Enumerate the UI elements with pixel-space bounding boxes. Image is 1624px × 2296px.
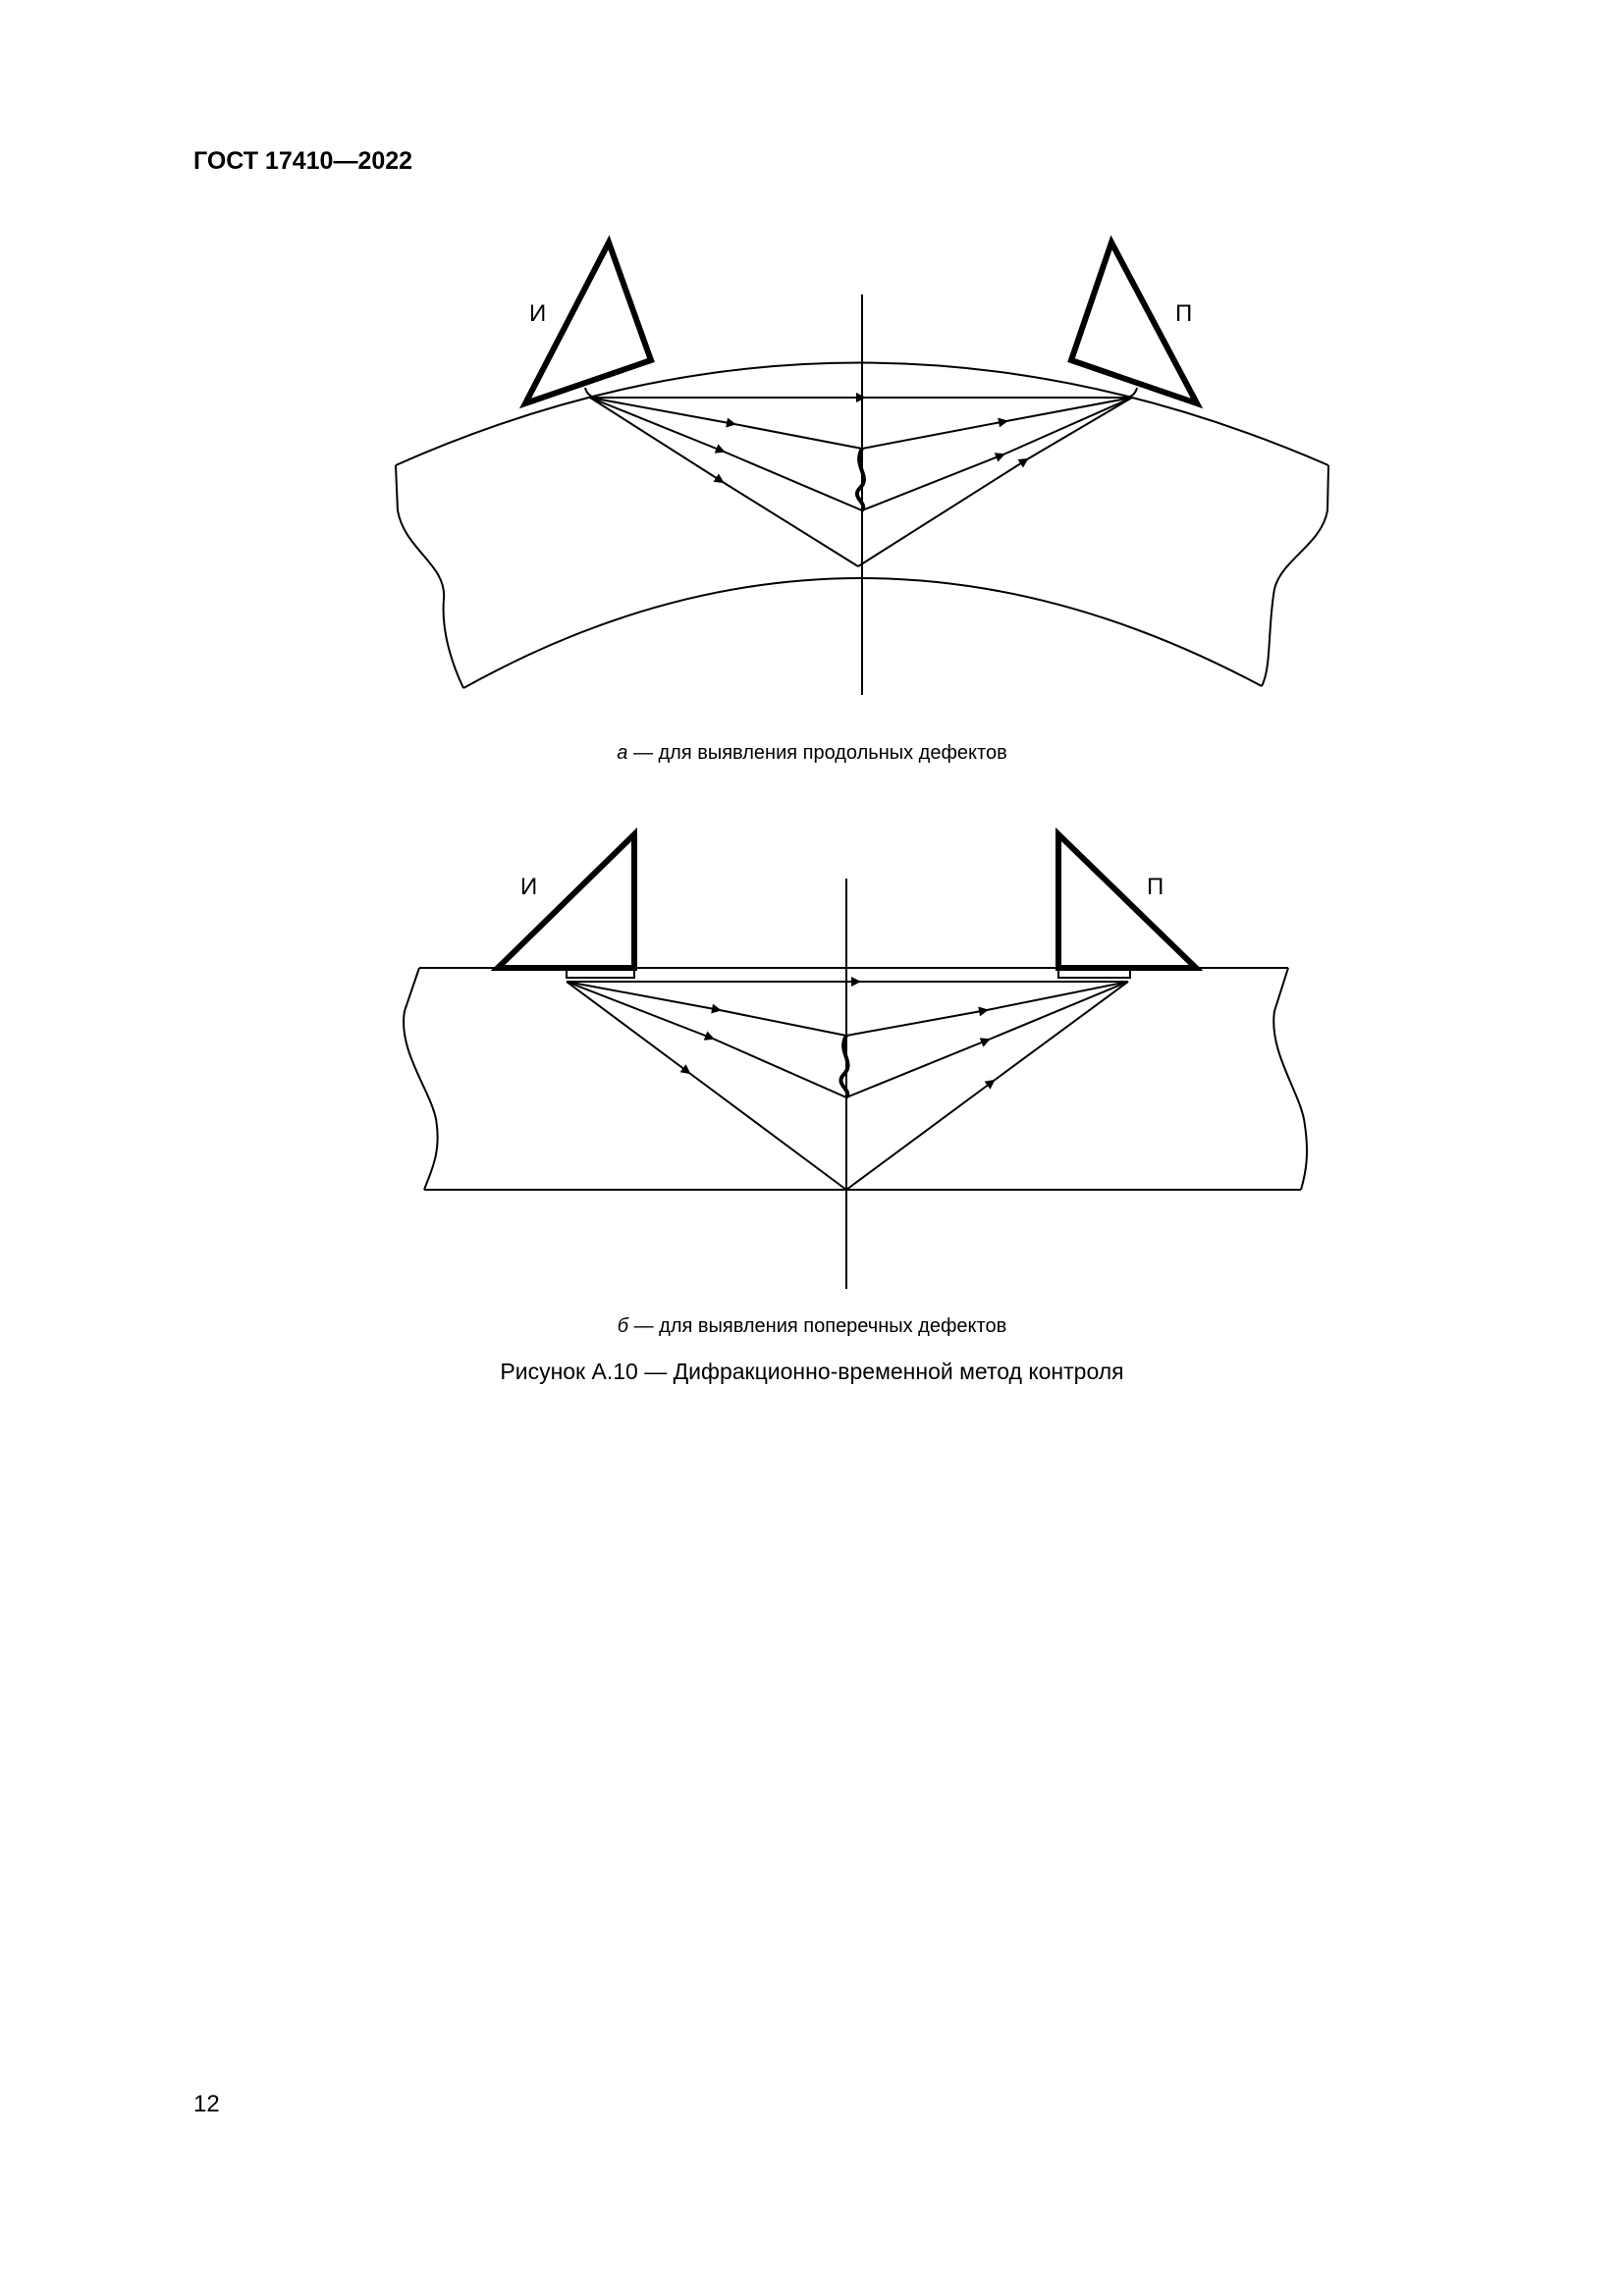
emitter-probe <box>498 834 634 968</box>
figure-b-caption <box>0 1315 1624 1338</box>
caption-text: — для выявления поперечных дефектов <box>628 1315 1007 1337</box>
caption-letter: б <box>617 1315 629 1337</box>
figure-b-diagram <box>404 834 1307 1289</box>
emitter-label: И <box>520 874 538 900</box>
caption-text: — для выявления продольных дефектов <box>627 742 1007 764</box>
receiver-contact <box>1127 388 1137 398</box>
figure-a-caption <box>0 742 1624 765</box>
emitter-label: И <box>529 300 547 327</box>
receiver-label: П <box>1175 300 1193 327</box>
page-number: 12 <box>193 2091 220 2117</box>
emitter-contact <box>585 388 595 398</box>
document-header: ГОСТ 17410—2022 <box>193 147 413 175</box>
pipe-right-break <box>1262 465 1328 686</box>
plate-left-break <box>404 968 438 1190</box>
caption-letter: а <box>617 742 628 764</box>
plate-right-break <box>1273 968 1307 1190</box>
figure-a-diagram <box>396 242 1328 695</box>
figure-title: Рисунок А.10 — Дифракционно-временной метод контроля <box>500 1359 1124 1384</box>
receiver-label: П <box>1147 874 1164 900</box>
receiver-probe <box>1058 834 1196 968</box>
pipe-left-break <box>396 465 463 688</box>
